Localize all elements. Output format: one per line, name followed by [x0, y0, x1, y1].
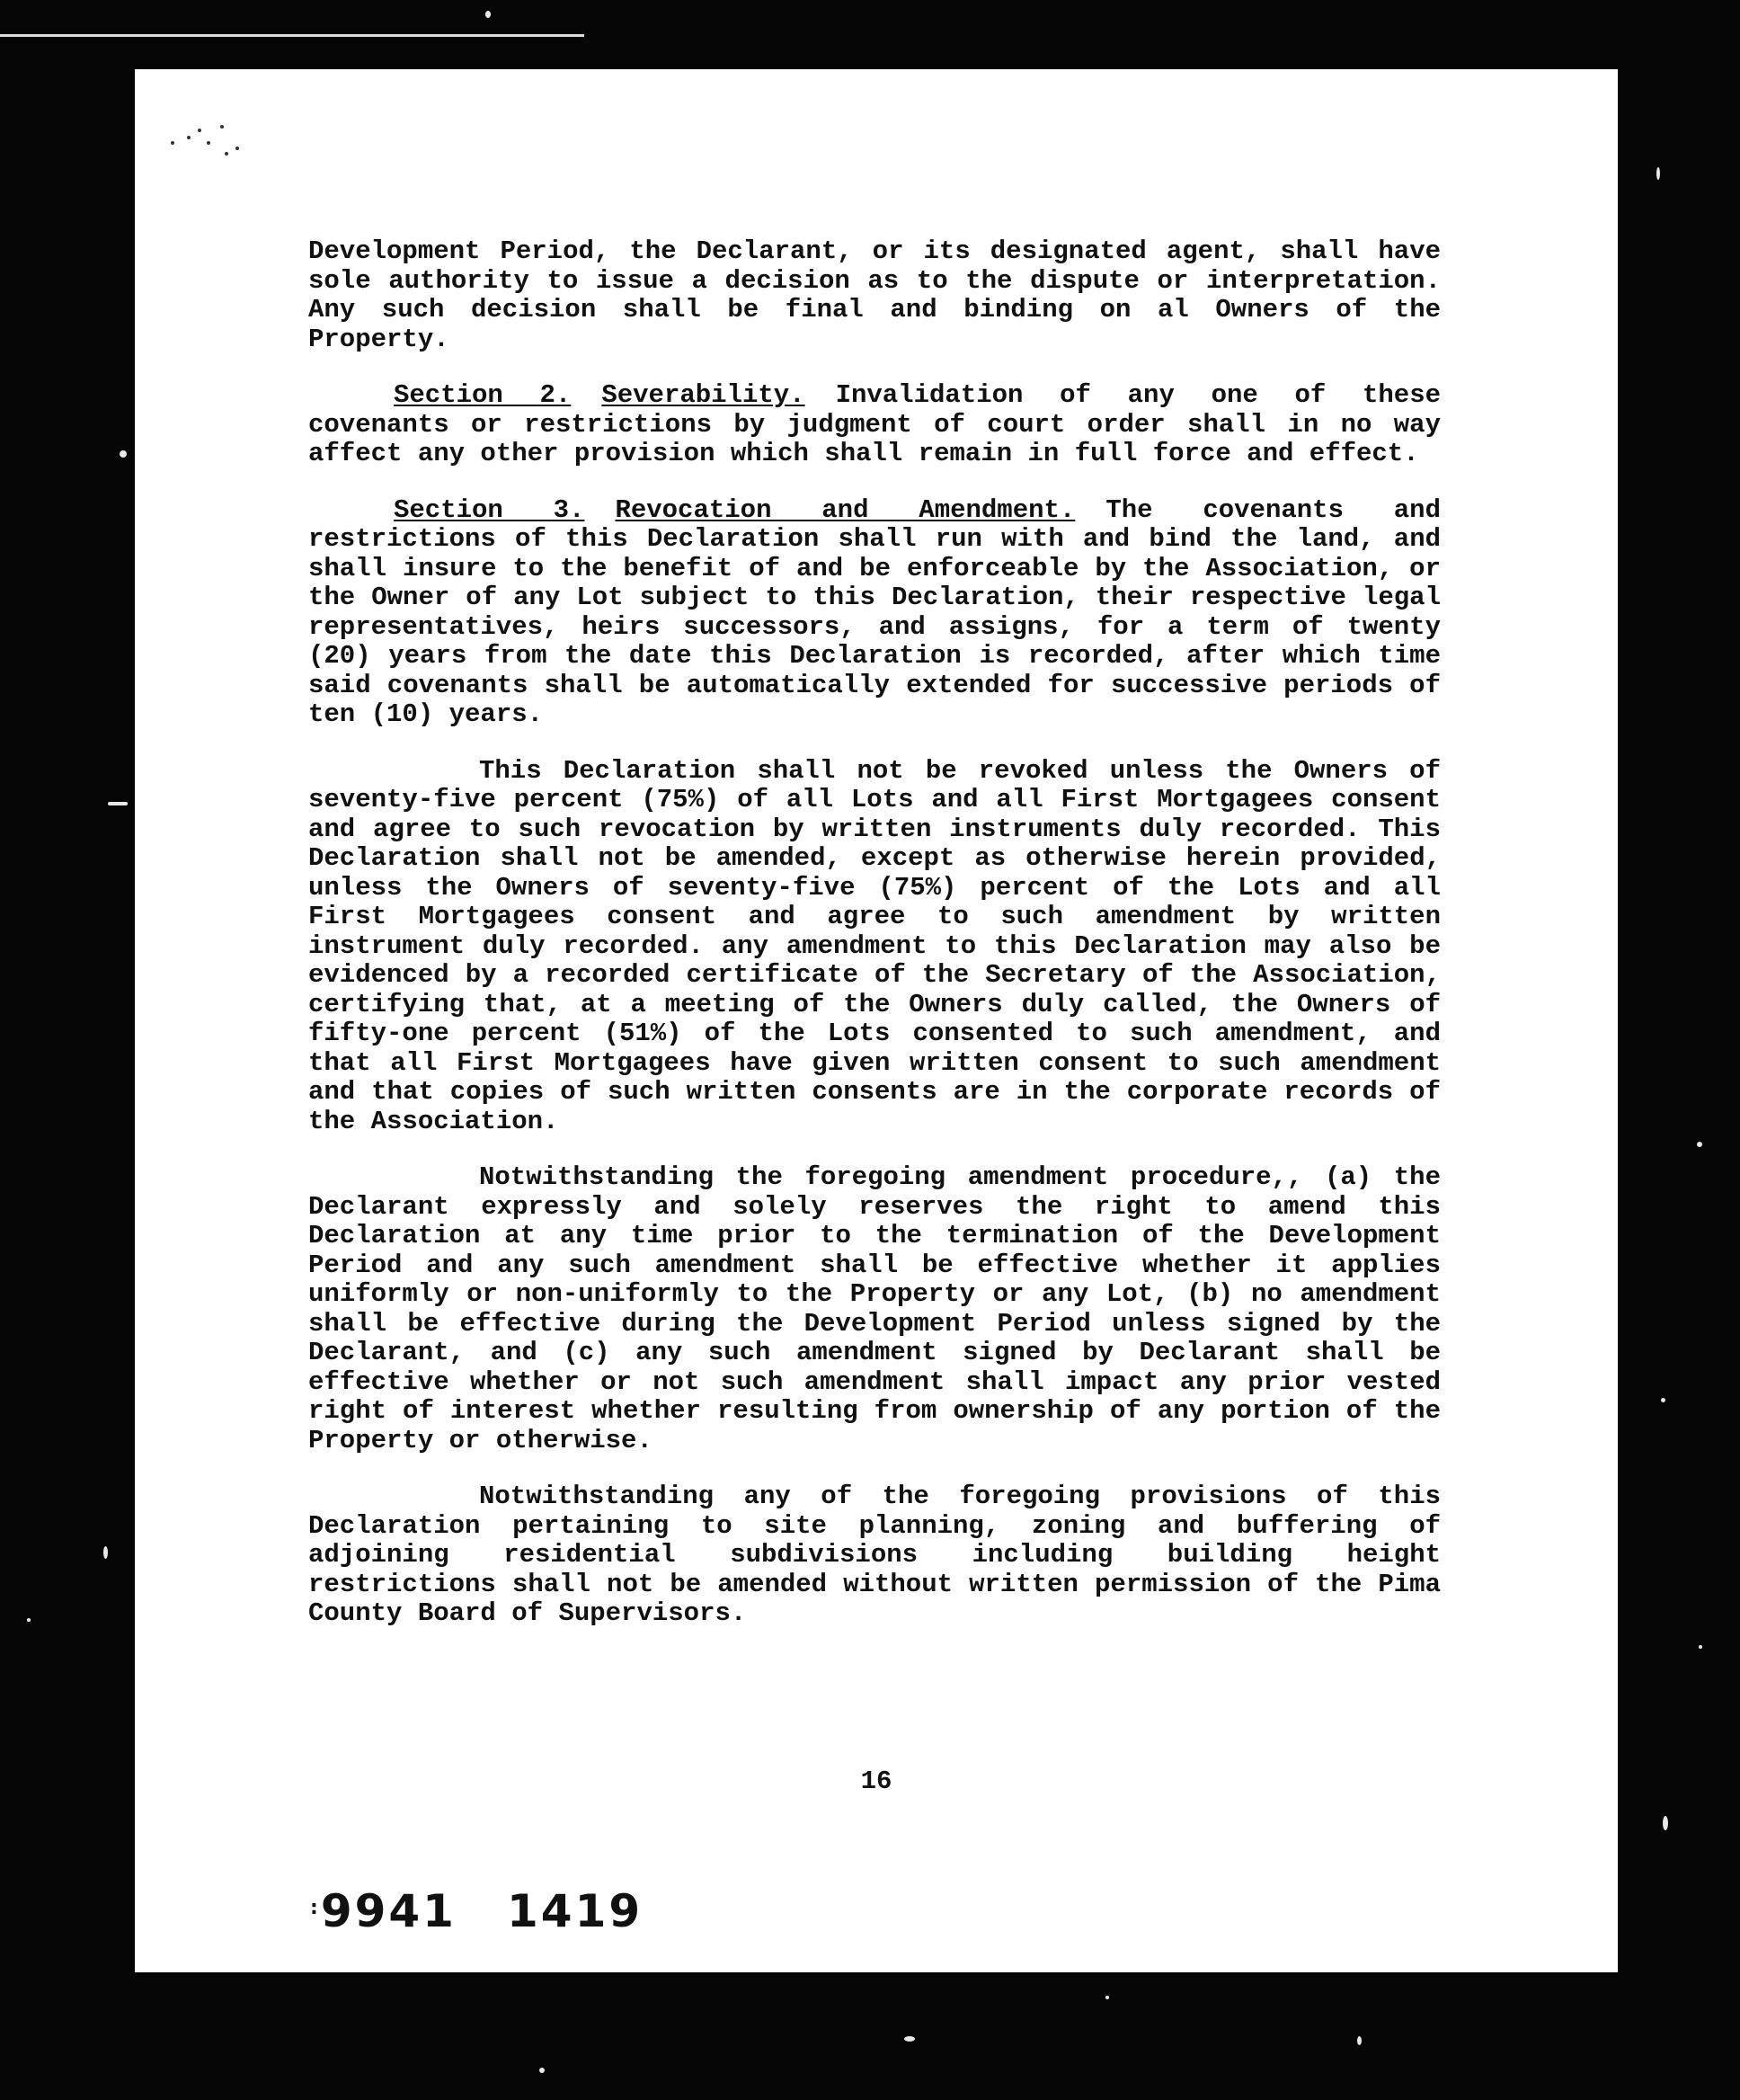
paragraph: Notwithstanding any of the foregoing provisions of this Declaration pertaining to site planning, zoning and buffering of adjoining residential subdivisions including building height restrictions shall not be amended without written permission of the Pima County Board of Supervisors.: [308, 1482, 1441, 1628]
document-body: [308, 237, 1441, 1629]
paragraph: Notwithstanding the foregoing amendment procedure,, (a) the Declarant expressly and solely reserves the right to amend this Declaration at any time prior to the termination of the Development Period and any such amendment shall be effective whether it applies uniformly or non-uniformly to the Property or any Lot, (b) no amendment shall be effective during the Development Period unless signed by the Declarant, and (c) any such amendment signed by Declarant shall be effective whether or not such amendment shall impact any prior vested right of interest whether resulting from ownership of any portion of the Property or otherwise.: [308, 1162, 1441, 1455]
scan-speck: [904, 2036, 915, 2042]
paragraph: Development Period, the Declarant, or its designated agent, shall have sole authority to issue a decision as to the dispute or interpretation. Any such decision shall be final and binding on al Owners of the Property.: [308, 236, 1441, 354]
scan-speck: [103, 1546, 108, 1559]
scan-speck: [1105, 1996, 1109, 1999]
scan-speck: [1697, 1142, 1702, 1147]
document-page: [135, 69, 1618, 1972]
scan-speck: [1661, 1398, 1665, 1402]
scan-speck: [1656, 167, 1660, 180]
scan-speck: [1699, 1645, 1702, 1649]
section-2-paragraph: [308, 381, 1441, 469]
recording-page-number: 1419: [506, 1885, 644, 1937]
section-label: Section 2.: [394, 380, 572, 410]
section-text: The covenants and restrictions of this Declaration shall run with and bind the land, and shall insure to the benefit of and be enforceable by the Association, or the Owner of any Lot subject to this Declaration, their respective legal representatives, heirs successors, and assigns, for a term of twenty (20) years from the date this Declaration is recorded, after which time said covenants shall be automatically extended for successive periods of ten (10) years.: [308, 494, 1441, 729]
section-title: Revocation and Amendment.: [615, 494, 1076, 525]
scan-speck: [1663, 1816, 1668, 1830]
paragraph: This Declaration shall not be revoked unless the Owners of seventy-five percent (75%) of all Lots and all First Mortgagees consent and agree to such revocation by written instruments duly recorded. This Declaration shall not be amended, except as otherwise herein provided, unless the Owners of seventy-five (75%) percent of the Lots and all First Mortgagees consent and agree to such amendment by written instrument duly recorded. any amendment to this Declaration may also be evidenced by a recorded certificate of the Secretary of the Association, certifying that, at a meeting of the Owners duly called, the Owners of fifty-one percent (51%) of the Lots consented to such amendment, and that all First Mortgagees have given written consent to such amendment and that copies of such written consents are in the corporate records of the Association.: [308, 755, 1441, 1136]
recording-stamp: :9941 1419: [310, 1885, 644, 1937]
scan-speck: [1357, 2036, 1362, 2045]
section-text: Invalidation of any one of these covenants or restrictions by judgment of court order shall in no way affect any other provision which shall remain in full force and effect.: [308, 380, 1442, 468]
scan-speck: [485, 11, 491, 18]
scan-speck: [27, 1618, 31, 1622]
scan-speck: [539, 2068, 545, 2073]
scan-speck: [108, 802, 128, 805]
section-3-paragraph: [308, 496, 1441, 730]
page-number: 16: [860, 1766, 892, 1796]
scan-edge-line: [0, 34, 584, 37]
docket-number: 9941: [320, 1885, 457, 1937]
section-label: Section 3.: [394, 494, 585, 525]
section-title: Severability.: [601, 380, 805, 410]
scan-speck: [120, 450, 127, 458]
